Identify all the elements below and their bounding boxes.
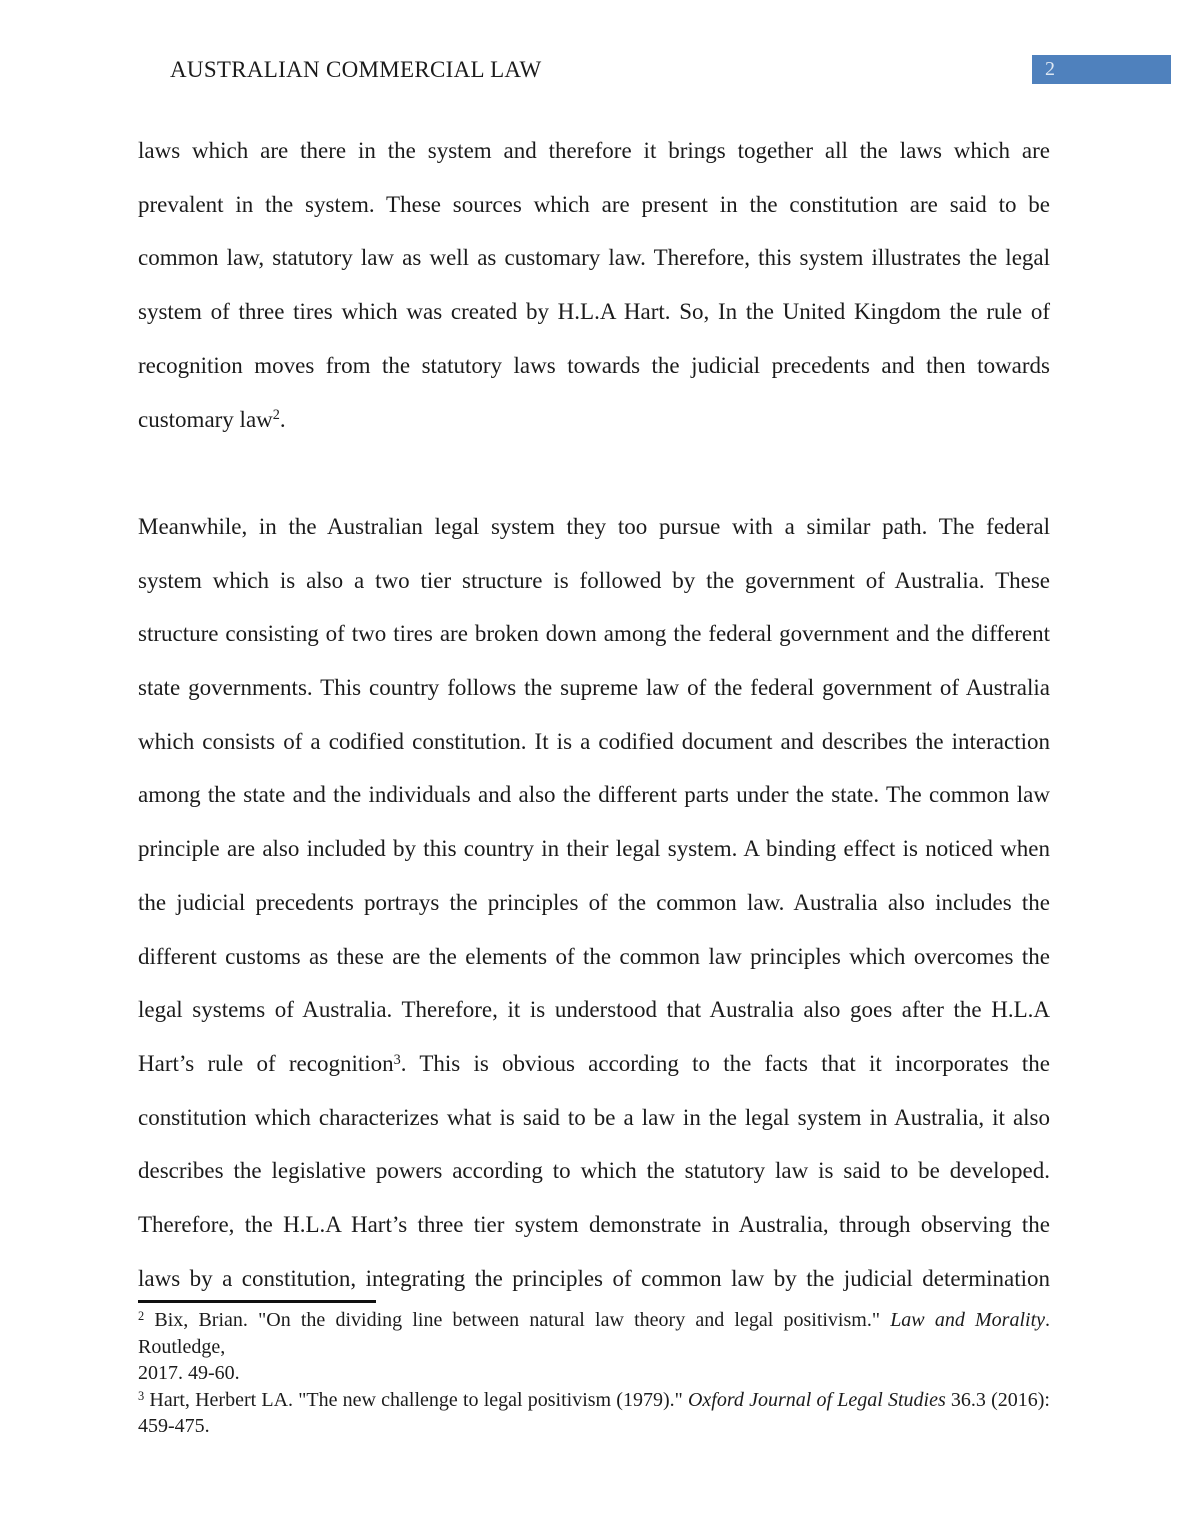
text-line	[138, 1198, 1050, 1252]
italic-text: Oxford Journal of Legal Studies	[687, 1388, 946, 1411]
text-line	[138, 768, 1050, 822]
text-run: which consists of a codified constitution. It is a codified document and describes the interaction	[138, 728, 1050, 754]
footnotes	[138, 1307, 1050, 1440]
footnote-ref: 2	[138, 1308, 145, 1323]
paragraph	[138, 500, 1050, 1306]
text-run: customary law	[138, 406, 273, 432]
text-line	[138, 1387, 1050, 1414]
text-line	[138, 715, 1050, 769]
text-run: the judicial precedents portrays the principles of the common law. Australia also includes the	[138, 889, 1050, 915]
text-run: structure consisting of two tires are broken down among the federal government and the different	[138, 621, 1050, 647]
footnote-ref: 2	[272, 407, 280, 424]
text-line	[138, 554, 1050, 608]
page-number-badge	[1032, 55, 1171, 84]
text-run: system of three tires which was created by H.L.A Hart. So, In the United Kingdom the rule of	[138, 299, 1050, 325]
text-run: among the state and the individuals and also the different parts under the state. The common law	[138, 782, 1050, 808]
footnote-ref: 3	[393, 1051, 401, 1068]
text-run: 36.3 (2016):	[945, 1388, 1050, 1411]
text-run: .	[279, 406, 286, 432]
text-line	[138, 1413, 1050, 1440]
text-run: prevalent in the system. These sources which are present in the constitution are said to be	[138, 191, 1050, 217]
text-line	[138, 661, 1050, 715]
text-run: Therefore, the H.L.A Hart’s three tier system demonstrate in Australia, through observing the	[138, 1212, 1050, 1238]
paragraph	[138, 124, 1050, 446]
text-line	[138, 822, 1050, 876]
text-line	[138, 607, 1050, 661]
text-line	[138, 339, 1050, 393]
footnote	[138, 1387, 1050, 1440]
text-run: common law, statutory law as well as customary law. Therefore, this system illustrates the legal	[138, 245, 1050, 271]
text-run: constitution which characterizes what is said to be a law in the legal system in Australia, it also	[138, 1104, 1050, 1130]
text-line	[138, 393, 1050, 447]
text-line	[138, 983, 1050, 1037]
text-run: system which is also a two tier structure is followed by the government of Australia. These	[138, 567, 1050, 593]
body-text	[138, 124, 1050, 1305]
page-header-title: AUSTRALIAN COMMERCIAL LAW	[170, 57, 542, 82]
footnote	[138, 1307, 1050, 1387]
text-line	[138, 930, 1050, 984]
text-run: Bix, Brian. "On the dividing line between natural law theory and legal positivism."	[144, 1309, 891, 1331]
text-line	[138, 1252, 1050, 1306]
text-line	[138, 1360, 1050, 1387]
page-number: 2	[1045, 58, 1055, 80]
text-run: Meanwhile, in the Australian legal system they too pursue with a similar path. The federal	[138, 513, 1050, 539]
text-line	[138, 500, 1050, 554]
text-run: legal systems of Australia. Therefore, it is understood that Australia also goes after the H.L.A	[138, 997, 1050, 1023]
text-run: laws which are there in the system and therefore it brings together all the laws which are	[138, 138, 1050, 163]
text-line	[138, 1144, 1050, 1198]
text-run: . This is obvious according to the facts that it incorporates the	[400, 1050, 1051, 1076]
text-run: principle are also included by this country in their legal system. A binding effect is noticed when	[138, 836, 1050, 862]
text-run: Hart, Herbert LA. "The new challenge to legal positivism (1979)."	[144, 1388, 688, 1411]
text-line	[138, 1091, 1050, 1145]
text-run: recognition moves from the statutory laws towards the judicial precedents and then towards	[138, 352, 1050, 378]
text-run: Hart’s rule of recognition	[138, 1050, 394, 1076]
italic-text: Law and Morality	[890, 1309, 1046, 1331]
text-run: different customs as these are the elements of the common law principles which overcomes the	[138, 943, 1050, 969]
text-line	[138, 876, 1050, 930]
footnote-separator	[138, 1300, 376, 1303]
footnote-ref: 3	[138, 1388, 145, 1403]
text-line	[138, 124, 1050, 178]
text-run: 459-475.	[138, 1415, 210, 1438]
text-line	[138, 285, 1050, 339]
text-line	[138, 178, 1050, 232]
text-line	[138, 1307, 1050, 1360]
text-line	[138, 1037, 1050, 1091]
text-run: state governments. This country follows the supreme law of the federal government of Australia	[138, 675, 1050, 701]
text-run: describes the legislative powers according to which the statutory law is said to be developed.	[138, 1158, 1050, 1184]
text-run: . Routledge,	[138, 1309, 1051, 1358]
text-run: 2017. 49-60.	[138, 1362, 240, 1385]
text-run: laws by a constitution, integrating the principles of common law by the judicial determination	[138, 1265, 1050, 1291]
text-line	[138, 231, 1050, 285]
